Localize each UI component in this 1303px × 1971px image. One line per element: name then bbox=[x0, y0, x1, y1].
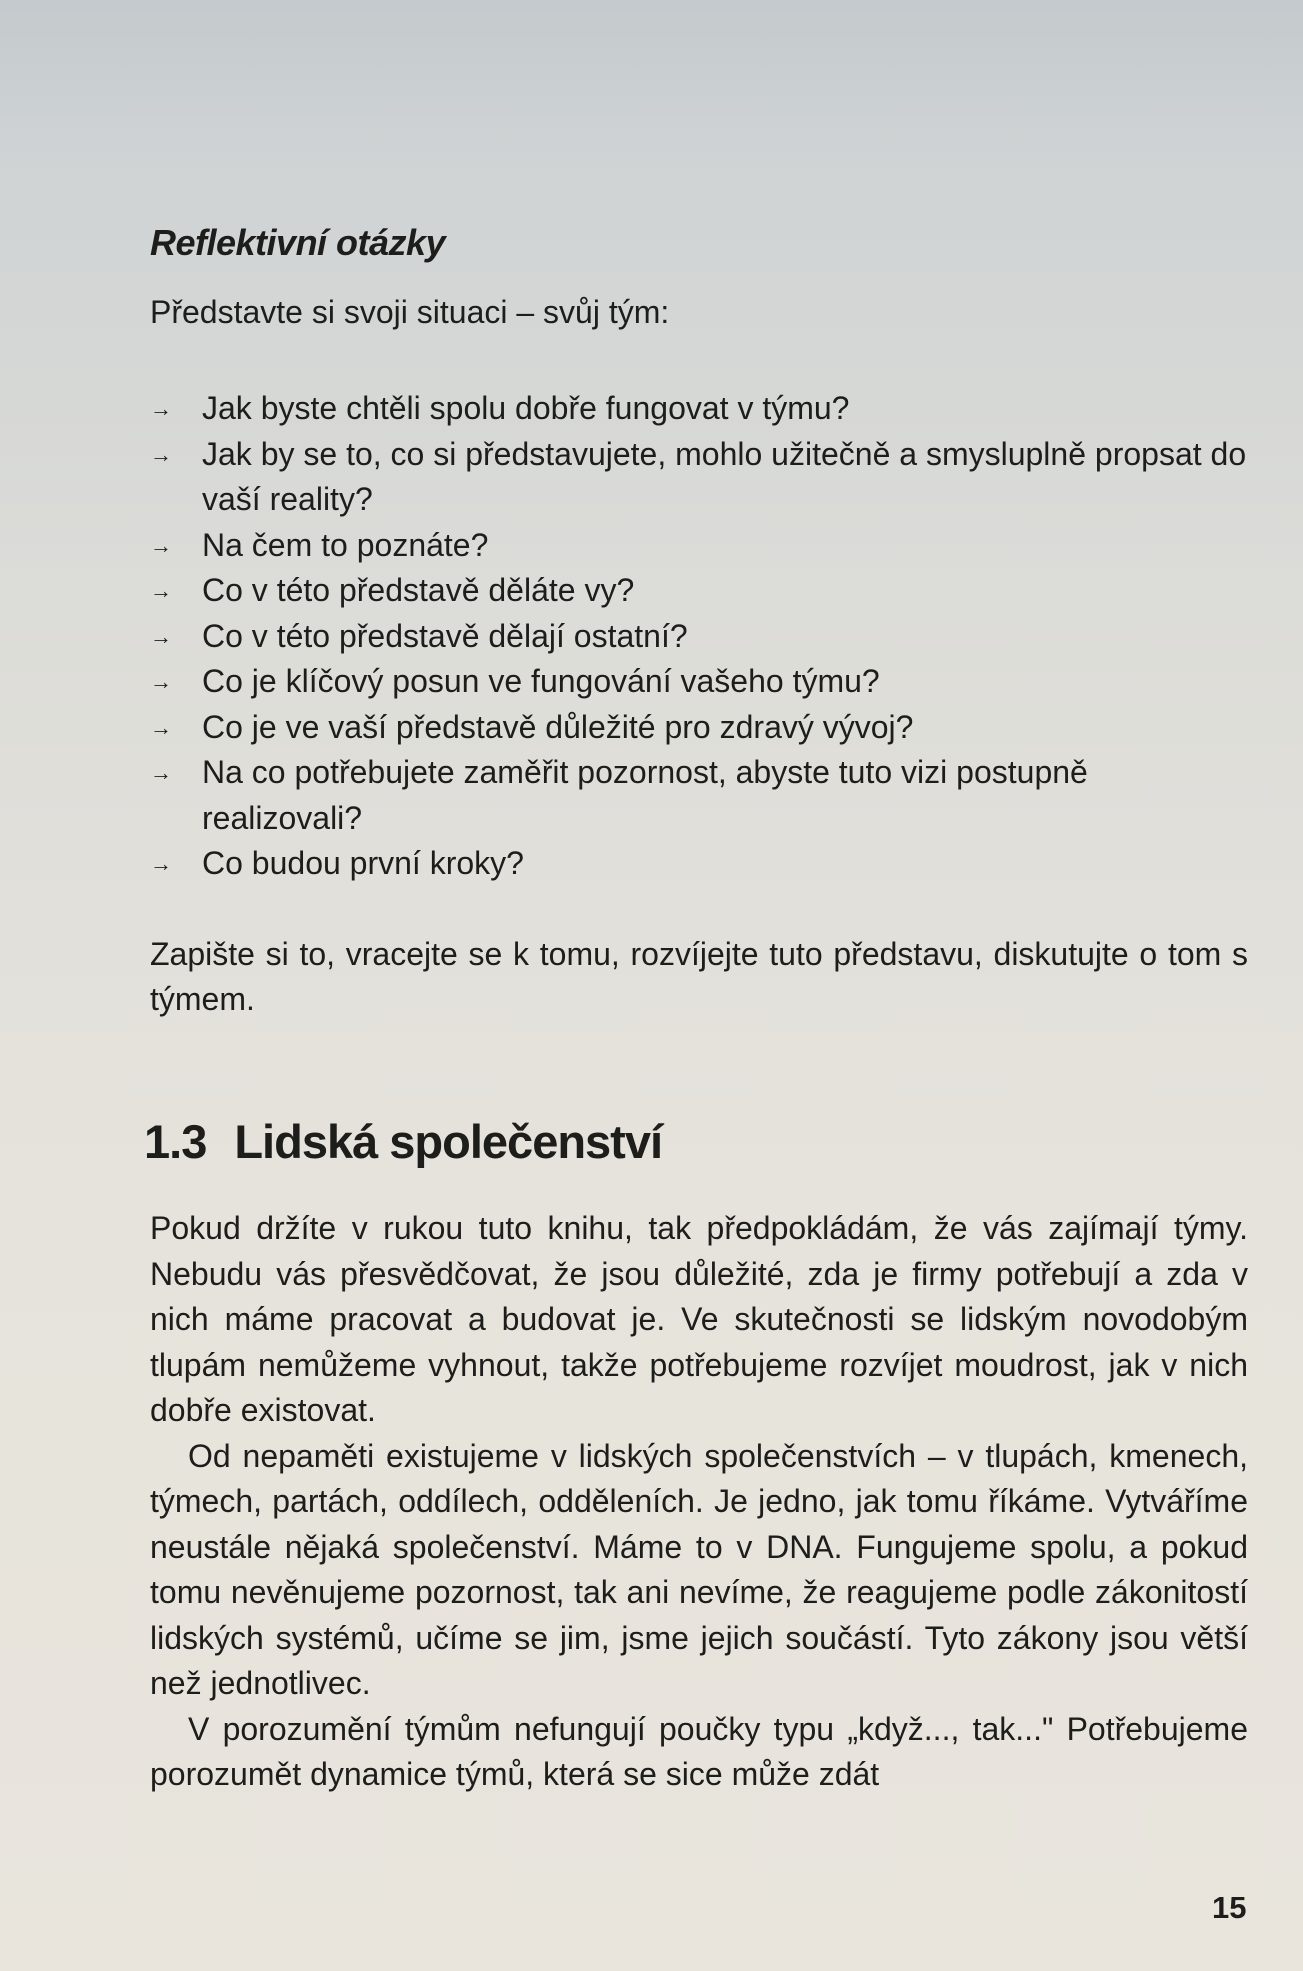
list-item bbox=[150, 386, 1250, 432]
reflective-questions-intro: Představte si svoji situaci – svůj tým: bbox=[150, 294, 670, 330]
question-text: Co je klíčový posun ve fungování vašeho týmu? bbox=[202, 663, 880, 699]
section-body bbox=[150, 1206, 1248, 1798]
question-text: Co v této představě dělají ostatní? bbox=[202, 617, 688, 654]
reflection-closing-text: Zapište si to, vracejte se k tomu, rozvíjejte tuto představu, diskutujte o tom s týmem. bbox=[150, 936, 1248, 1017]
arrow-right-icon: → bbox=[150, 441, 172, 467]
reflective-questions-list bbox=[150, 386, 1250, 887]
list-item bbox=[150, 523, 1250, 569]
arrow-right-icon: → bbox=[150, 623, 172, 649]
list-item bbox=[150, 841, 1250, 887]
question-text: Na co potřebujete zaměřit pozornost, abyste tuto vizi postupně realizovali? bbox=[202, 754, 1088, 836]
question-text: Co je ve vaší představě důležité pro zdravý vývoj? bbox=[202, 708, 914, 745]
paragraph: Od nepaměti existujeme v lidských společenstvích – v tlupách, kmenech, týmech, partách, oddílech, odděleních. Je jedno, jak tomu říkáme. Vytváříme neustále nějaká společenství. Máme to v DNA. Fungujeme spolu, a pokud tomu nevěnujeme pozornost, tak ani nevíme, že reagujeme podle zákonitostí lidských systémů, učíme se jim, jsme jejich součástí. Tyto zákony jsou větší než jednotlivec. bbox=[150, 1437, 1248, 1701]
arrow-right-icon: → bbox=[150, 760, 172, 785]
list-item bbox=[150, 750, 1250, 841]
paragraph: Pokud držíte v rukou tuto knihu, tak předpokládám, že vás zajímají týmy. Nebudu vás přesvědčovat, že jsou důležité, zda je firmy potřebují a zda v nich máme pracovat a budovat je. Ve skutečnosti se lidským novodobým tlupám nemůžeme vyhnout, takže potřebujeme rozvíjet moudrost, jak v nich dobře existovat. bbox=[150, 1210, 1248, 1428]
section-heading bbox=[144, 1114, 1244, 1169]
list-item bbox=[150, 659, 1250, 705]
section-title: Lidská společenství bbox=[234, 1115, 663, 1168]
reflective-questions-title: Reflektivní otázky bbox=[150, 222, 446, 263]
arrow-right-icon: → bbox=[150, 669, 172, 694]
list-item bbox=[150, 432, 1250, 523]
paragraph: V porozumění týmům nefungují poučky typu „když..., tak..." Potřebujeme porozumět dynamice týmů, která se sice může zdát bbox=[150, 1710, 1248, 1792]
page-number: 15 bbox=[1212, 1890, 1247, 1925]
list-item bbox=[150, 614, 1250, 660]
arrow-right-icon: → bbox=[150, 714, 172, 740]
arrow-right-icon: → bbox=[150, 851, 172, 876]
question-text: Co budou první kroky? bbox=[202, 845, 524, 881]
question-text: Na čem to poznáte? bbox=[202, 526, 489, 563]
list-item bbox=[150, 568, 1250, 614]
question-text: Co v této představě děláte vy? bbox=[202, 572, 635, 608]
list-item bbox=[150, 705, 1250, 751]
arrow-right-icon: → bbox=[150, 532, 172, 558]
question-text: Jak byste chtěli spolu dobře fungovat v týmu? bbox=[202, 390, 850, 426]
section-number: 1.3 bbox=[144, 1115, 207, 1168]
question-text: Jak by se to, co si představujete, mohlo užitečně a smysluplně propsat do vaší reality? bbox=[202, 435, 1247, 517]
arrow-right-icon: → bbox=[150, 578, 172, 603]
arrow-right-icon: → bbox=[150, 396, 172, 421]
